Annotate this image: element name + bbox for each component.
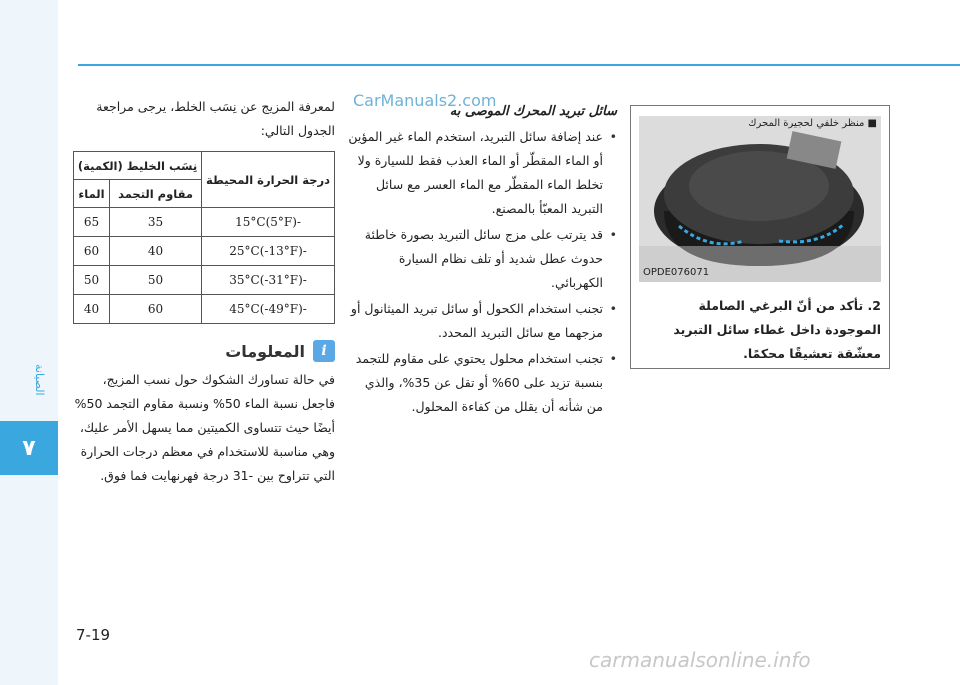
table-row [74, 266, 335, 295]
cell-temp: -15°C(5°F) [202, 208, 335, 237]
cell-temp: -35°C(-31°F) [202, 266, 335, 295]
cell-antifreeze: 60 [109, 295, 201, 324]
cell-temp: -45°C(-49°F) [202, 295, 335, 324]
cap-instruction: 2. تأكد من أنّ البرغي الصاملة الموجودة داخل غطاء سائل التبريد معشّقة تعشيقًا محكمًا. [673, 298, 881, 361]
list-item: • عند إضافة سائل التبريد، استخدم الماء غير المؤين أو الماء المقطّر أو الماء العذب فقط للسيارة ولا تخلط الماء المقطّر مع الماء العسر مع سائل التبريد المعبّأ بالمصنع. [345, 125, 617, 221]
chapter-number-badge: ٧ [0, 421, 58, 475]
info-title: المعلومات [225, 341, 305, 361]
header-antifreeze: مقاوم التجمد [109, 180, 201, 208]
list-item: • تجنب استخدام الكحول أو سائل تبريد الميثانول أو مزجهما مع سائل التبريد المحدد. [345, 297, 617, 345]
table-row [74, 208, 335, 237]
header-ratio: نِسَب الخليط (الكمية) [74, 152, 202, 180]
watermark-bottom: carmanualsonline.info [589, 648, 811, 672]
info-body: في حالة تساورك الشكوك حول نسب المزيج، فاجعل نسبة الماء 50% ونسبة مقاوم التجمد 50% أيضًا حيث تتساوى الكميتين مما يسهل الأمر عليك، وهي مناسبة للاستخدام في معظم درجات الحرارة التي تتراوح بين -31 درجة فهرنهايت فما فوق. [74, 372, 335, 483]
chapter-side-label: الصيانة [33, 364, 46, 396]
middle-column [345, 104, 617, 421]
mixture-table [73, 151, 335, 324]
intro-paragraph: لمعرفة المزيج عن نِسَب الخلط، يرجى مراجعة الجدول التالي: [96, 99, 335, 138]
table-row [74, 295, 335, 324]
table-row [74, 237, 335, 266]
cell-water: 40 [74, 295, 110, 324]
left-column [73, 95, 335, 488]
cell-water: 50 [74, 266, 110, 295]
info-icon: i [313, 340, 335, 362]
list-item: • قد يترتب على مزج سائل التبريد بصورة خاطئة حدوث عطل شديد أو تلف نظام السيارة الكهربائي. [345, 223, 617, 295]
coolant-cap-illustration [639, 116, 881, 282]
cell-water: 65 [74, 208, 110, 237]
cell-antifreeze: 40 [109, 237, 201, 266]
info-heading [73, 340, 335, 362]
cell-temp: -25°C(-13°F) [202, 237, 335, 266]
header-temp: درجة الحرارة المحيطة [202, 152, 335, 208]
figure-box [630, 105, 890, 369]
page-number: 7-19 [76, 626, 111, 644]
top-rule [78, 64, 960, 66]
cell-water: 60 [74, 237, 110, 266]
coolant-bullet-list [345, 125, 617, 419]
cell-antifreeze: 35 [109, 208, 201, 237]
photo-caption: ■ منظر خلفي لحجيرة المحرك [748, 118, 877, 129]
side-bar [0, 0, 58, 685]
photo-code: OPDE076071 [643, 267, 710, 278]
list-item: • تجنب استخدام محلول يحتوي على مقاوم للتجمد بنسبة تزيد على 60% أو تقل عن 35%، والذي من شأنه أن يقلل من كفاءة المحلول. [345, 347, 617, 419]
coolant-section-title: سائل تبريد المحرك الموصى به [449, 104, 617, 119]
watermark-top: CarManuals2.com [353, 91, 497, 110]
coolant-cap-photo [639, 116, 881, 282]
cell-antifreeze: 50 [109, 266, 201, 295]
header-water: الماء [74, 180, 110, 208]
